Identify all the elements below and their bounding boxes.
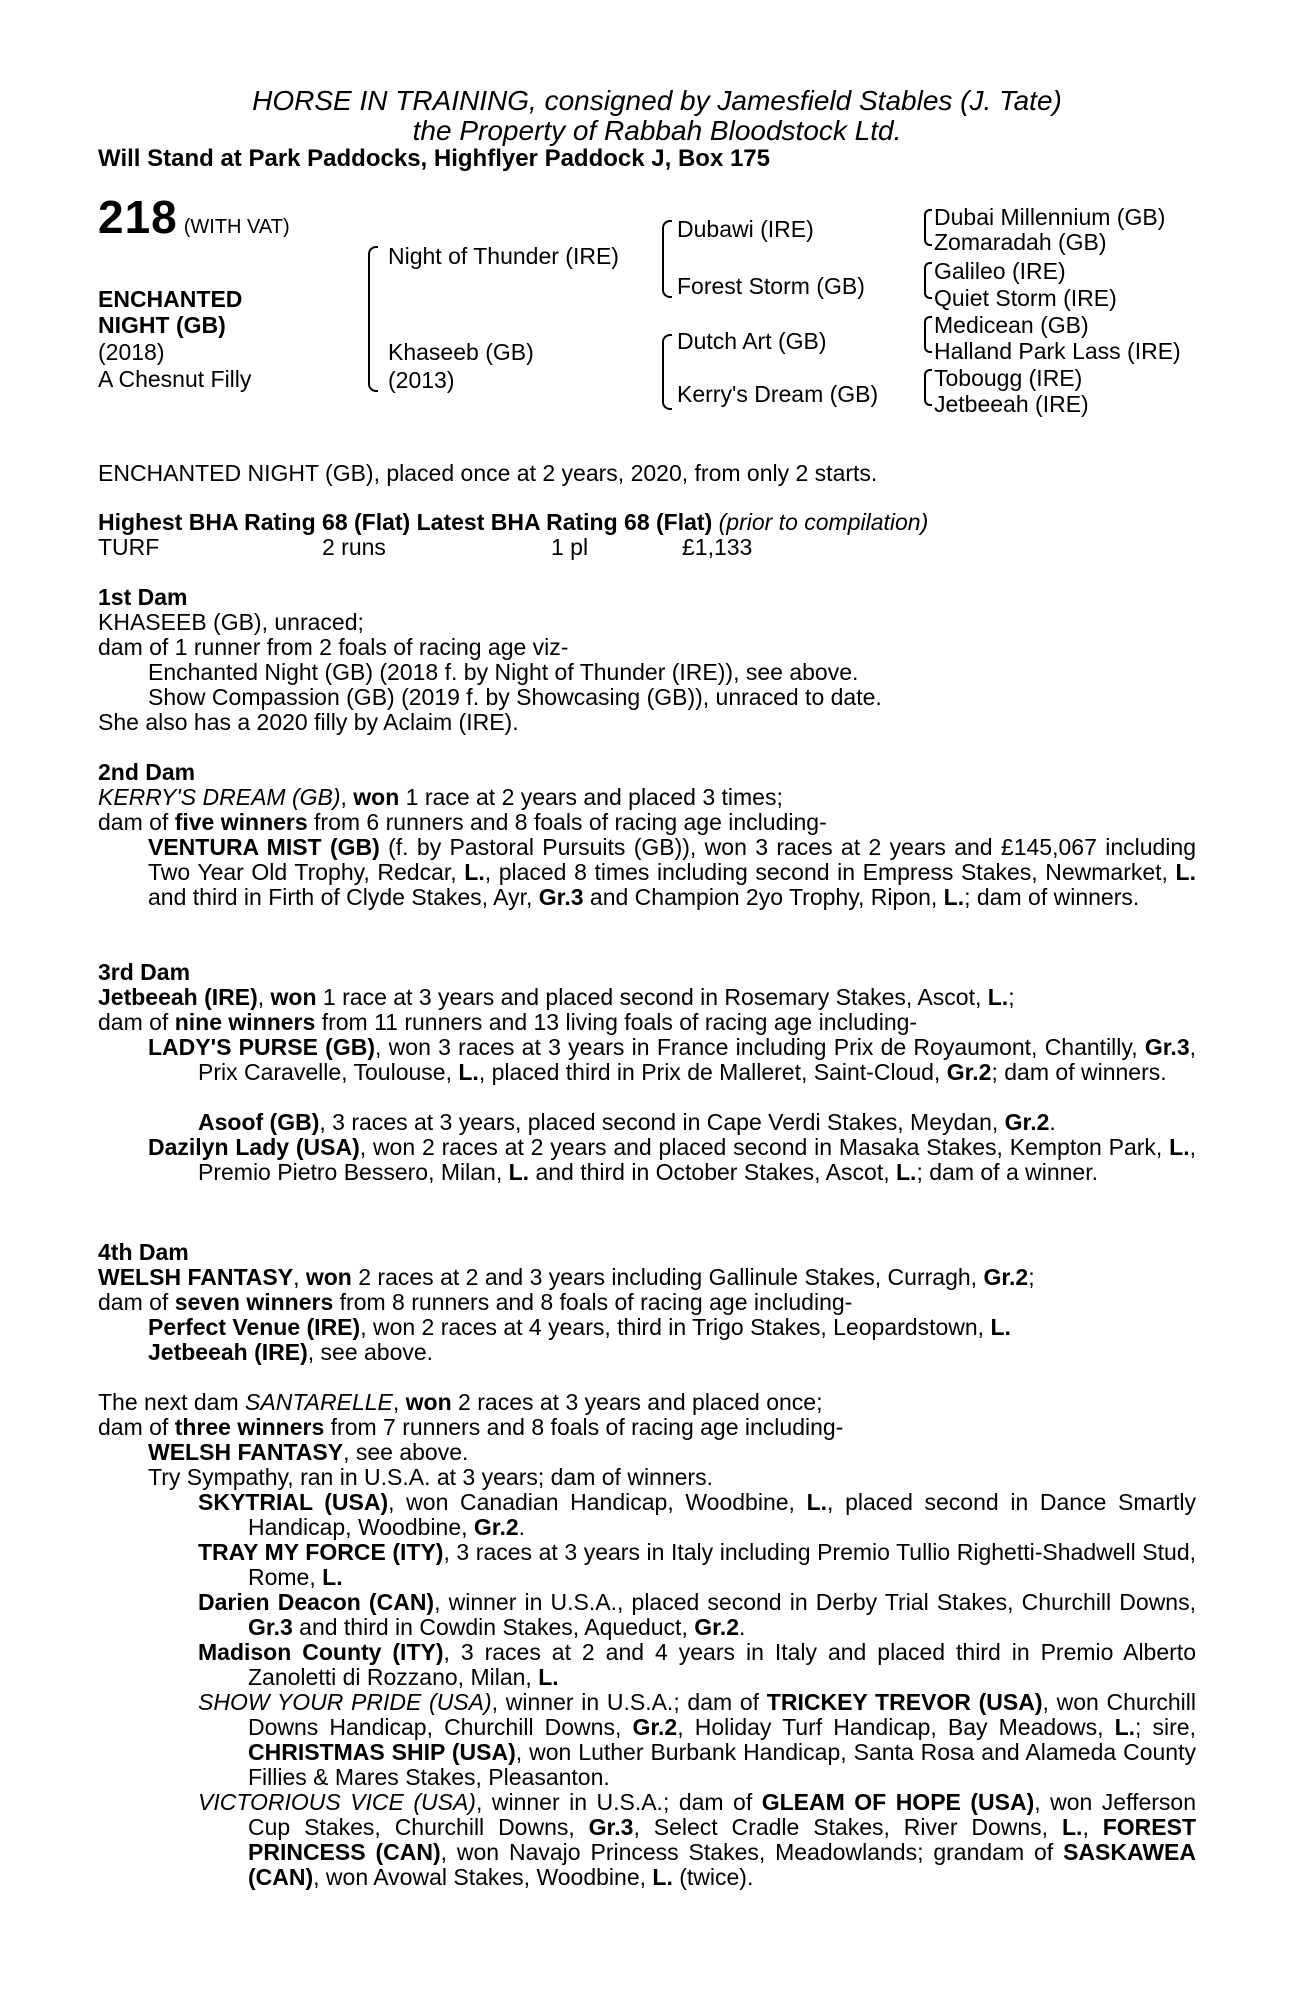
dam-name: WELSH FANTASY	[98, 1264, 294, 1290]
horse-name: GLEAM OF HOPE (USA)	[761, 1789, 1035, 1815]
pedigree-sire: Night of Thunder (IRE)	[388, 243, 619, 269]
text: Gr.3	[1144, 1034, 1190, 1060]
text: , see above.	[343, 1439, 469, 1465]
text: ; dam of a winner.	[916, 1159, 1098, 1185]
text: L.	[1175, 859, 1196, 885]
rating-note: (prior to compilation)	[718, 509, 929, 535]
catalogue-header-line1: HORSE IN TRAINING, consigned by Jamesfield Stables (J. Tate)	[252, 85, 1062, 116]
text: , won 3 races at 3 years in France including Prix de Royaumont, Chantilly,	[375, 1034, 1145, 1060]
horse-name: VICTORIOUS VICE (USA)	[198, 1789, 476, 1815]
pedigree-bracket-ds	[924, 316, 932, 353]
text: L.	[806, 1489, 828, 1515]
text: , placed 8 times including second in Empress Stakes, Newmarket,	[484, 859, 1176, 885]
dam-name: SANTARELLE	[245, 1389, 393, 1415]
text: won	[305, 1264, 352, 1290]
text: , won 2 races at 4 years, third in Trigo Stakes, Leopardstown,	[360, 1314, 991, 1340]
horse-name-line2: NIGHT (GB)	[98, 312, 226, 338]
pedigree-bracket-dd	[924, 369, 932, 406]
horse-name: WELSH FANTASY	[148, 1439, 344, 1465]
horse-name: Jetbeeah (IRE)	[148, 1339, 308, 1365]
second-dam-heading: 2nd Dam	[98, 759, 196, 785]
horse-name: Perfect Venue (IRE)	[148, 1314, 361, 1340]
third-dam-produce	[198, 1110, 1056, 1135]
text: Gr.2	[473, 1514, 519, 1540]
text: L.	[538, 1664, 559, 1690]
text: , won Jefferson Cup Stakes, Churchill Downs,	[248, 1789, 1196, 1840]
horse-name-line1: ENCHANTED	[98, 286, 243, 312]
pedigree-ssd: Zomaradah (GB)	[934, 229, 1107, 255]
text: L.	[1114, 1714, 1136, 1740]
text: and Champion 2yo Trophy, Ripon,	[583, 884, 944, 910]
record-runs: 2 runs	[322, 534, 386, 560]
text: , winner in U.S.A.; dam of	[475, 1789, 762, 1815]
text: Gr.2	[694, 1614, 739, 1640]
pedigree-dds: Tobougg (IRE)	[934, 365, 1083, 391]
text: Gr.2	[1004, 1109, 1050, 1135]
text: , winner in U.S.A., placed second in Derby Trial Stakes, Churchill Downs,	[434, 1589, 1196, 1615]
second-dam-line	[98, 785, 783, 810]
horse-name: SASKAWEA (CAN)	[248, 1839, 1196, 1890]
second-dam-line	[98, 810, 827, 835]
pedigree-bracket-main	[368, 246, 378, 392]
grand-produce	[198, 1790, 1196, 1890]
text: from 11 runners and 13 living foals of racing age including-	[315, 1009, 918, 1035]
horse-name: Darien Deacon (CAN)	[198, 1589, 435, 1615]
text: and third in Cowdin Stakes, Aqueduct,	[292, 1614, 695, 1640]
text: Gr.2	[946, 1059, 992, 1085]
text: L.	[987, 984, 1009, 1010]
pedigree-sss: Dubai Millennium (GB)	[934, 204, 1166, 230]
text: , won Canadian Handicap, Woodbine,	[388, 1489, 807, 1515]
text: 2 races at 3 years and placed once;	[451, 1389, 823, 1415]
stand-location: Will Stand at Park Paddocks, Highflyer Paddock J, Box 175	[98, 145, 770, 172]
text: Gr.3	[588, 1814, 634, 1840]
text: L.	[896, 1159, 917, 1185]
text: and third in Firth of Clyde Stakes, Ayr,	[148, 884, 539, 910]
pedigree-dsd: Halland Park Lass (IRE)	[934, 338, 1181, 364]
text: L.	[458, 1059, 479, 1085]
text: L.	[1061, 1814, 1083, 1840]
vat-note: (WITH VAT)	[183, 216, 290, 238]
text: ;	[1008, 984, 1015, 1010]
text: L.	[652, 1864, 673, 1890]
bha-rating	[98, 510, 928, 535]
grand-produce	[198, 1540, 1196, 1590]
grand-produce	[198, 1690, 1196, 1790]
text: Gr.2	[632, 1714, 678, 1740]
text: L.	[508, 1159, 530, 1185]
fourth-dam-heading: 4th Dam	[98, 1239, 189, 1265]
horse-name: TRAY MY FORCE (ITY)	[198, 1539, 444, 1565]
text: ; sire,	[1135, 1714, 1196, 1740]
next-dam-produce: Try Sympathy, ran in U.S.A. at 3 years; dam of winners.	[148, 1464, 713, 1490]
text: .	[1049, 1109, 1056, 1135]
pedigree-sire-sire: Dubawi (IRE)	[677, 216, 814, 242]
first-dam-produce: Enchanted Night (GB) (2018 f. by Night of Thunder (IRE)), see above.	[148, 659, 859, 685]
fourth-dam-produce	[148, 1315, 1011, 1340]
dam-name: KERRY'S DREAM (GB)	[98, 784, 341, 810]
record-placed: 1 pl	[551, 534, 589, 560]
text: , Select Cradle Stakes, River Downs,	[633, 1814, 1062, 1840]
grand-produce	[198, 1490, 1196, 1540]
text: , won Navajo Princess Stakes, Meadowlands; grandam of	[440, 1839, 1064, 1865]
pedigree-dss: Medicean (GB)	[934, 312, 1089, 338]
first-dam-line: She also has a 2020 filly by Aclaim (IRE).	[98, 709, 519, 735]
next-dam-line	[98, 1415, 843, 1440]
pedigree-sdd: Quiet Storm (IRE)	[934, 285, 1117, 311]
text: 1 race at 3 years and placed second in Rosemary Stakes, Ascot,	[316, 984, 988, 1010]
pedigree-bracket-sd	[924, 262, 932, 299]
horse-name: FOREST PRINCESS (CAN)	[248, 1814, 1197, 1865]
text: L.	[464, 859, 485, 885]
text: from 6 runners and 8 foals of racing age including-	[307, 809, 827, 835]
text: ; dam of winners.	[991, 1059, 1167, 1085]
rating-text: Highest BHA Rating 68 (Flat) Latest BHA Rating 68 (Flat)	[98, 509, 713, 535]
text: won	[405, 1389, 452, 1415]
horse-name: Asoof (GB)	[198, 1109, 320, 1135]
third-dam-produce	[148, 1135, 1196, 1185]
text: L.	[1169, 1134, 1190, 1160]
first-dam-line: dam of 1 runner from 2 foals of racing age viz-	[98, 634, 569, 660]
text: , Premio Pietro Bessero, Milan,	[198, 1134, 1196, 1185]
third-dam-line	[98, 985, 1015, 1010]
text: dam of	[98, 1009, 175, 1035]
text: , 3 races at 3 years, placed second in Cape Verdi Stakes, Meydan,	[319, 1109, 1005, 1135]
text: Gr.3	[248, 1614, 293, 1640]
horse-year: (2018)	[98, 339, 165, 365]
text: 2 races at 2 and 3 years including Gallinule Stakes, Curragh,	[351, 1264, 984, 1290]
pedigree-sds: Galileo (IRE)	[934, 258, 1066, 284]
horse-name: VENTURA MIST (GB)	[148, 834, 380, 860]
text: from 8 runners and 8 foals of racing age including-	[333, 1289, 853, 1315]
text: ,	[1082, 1814, 1103, 1840]
fourth-dam-produce	[148, 1340, 433, 1365]
text: ,	[392, 1389, 406, 1415]
text: L.	[322, 1564, 343, 1590]
text: , winner in U.S.A.; dam of	[491, 1689, 767, 1715]
text: , placed third in Prix de Malleret, Saint-Cloud,	[478, 1059, 947, 1085]
text: .	[518, 1514, 526, 1540]
catalogue-header-line2: the Property of Rabbah Bloodstock Ltd.	[412, 115, 902, 146]
pedigree-sire-dam: Forest Storm (GB)	[677, 273, 865, 299]
dam-name: Jetbeeah (IRE)	[98, 984, 258, 1010]
horse-name: SHOW YOUR PRIDE (USA)	[198, 1689, 492, 1715]
text: ; dam of winners.	[964, 884, 1140, 910]
text: (f. by Pastoral Pursuits (GB)), won 3 races at 2 years and £145,067 including Two Year Old Trophy, Redcar,	[148, 834, 1196, 885]
text: won	[353, 784, 400, 810]
text: L.	[943, 884, 965, 910]
text: 1 race at 2 years and placed 3 times;	[399, 784, 783, 810]
text: five winners	[174, 809, 308, 835]
fourth-dam-line	[98, 1265, 1035, 1290]
lot-number: 218	[98, 191, 178, 243]
text: and third in October Stakes, Ascot,	[529, 1159, 896, 1185]
text: dam of	[98, 1414, 175, 1440]
text: (twice).	[672, 1864, 754, 1890]
text: ;	[1028, 1264, 1035, 1290]
horse-name: TRICKEY TREVOR (USA)	[766, 1689, 1043, 1715]
text: , won Luther Burbank Handicap, Santa Rosa and Alameda County Fillies & Mares Stakes, Pleasanton.	[248, 1739, 1196, 1790]
text: , Holiday Turf Handicap, Bay Meadows,	[677, 1714, 1115, 1740]
horse-name: CHRISTMAS SHIP (USA)	[248, 1739, 516, 1765]
text: , Prix Caravelle, Toulouse,	[198, 1034, 1197, 1085]
third-dam-heading: 3rd Dam	[98, 959, 191, 985]
record-surface: TURF	[98, 534, 160, 560]
text: , won Avowal Stakes, Woodbine,	[313, 1864, 653, 1890]
next-dam-line	[98, 1390, 822, 1415]
text: nine winners	[174, 1009, 316, 1035]
first-dam-heading: 1st Dam	[98, 584, 188, 610]
second-dam-produce	[98, 835, 1196, 910]
text: , won Churchill Downs Handicap, Churchill Downs,	[248, 1689, 1196, 1740]
horse-name: LADY'S PURSE (GB)	[148, 1034, 376, 1060]
pedigree-bracket-sire	[662, 220, 672, 298]
text: , won 2 races at 2 years and placed second in Masaka Stakes, Kempton Park,	[359, 1134, 1170, 1160]
fourth-dam-line	[98, 1290, 852, 1315]
text: won	[270, 984, 317, 1010]
pedigree-bracket-dam	[662, 334, 672, 410]
text: L.	[990, 1314, 1011, 1340]
text: ,	[257, 984, 271, 1010]
pedigree-dam-year: (2013)	[388, 367, 455, 393]
lot-number-row	[98, 191, 290, 243]
text: , 3 races at 2 and 4 years in Italy and placed third in Premio Alberto Zanoletti di Rozzano, Milan,	[248, 1639, 1196, 1690]
text: three winners	[174, 1414, 325, 1440]
grand-produce	[198, 1640, 1196, 1690]
pedigree-dam-dam: Kerry's Dream (GB)	[677, 381, 879, 407]
text: .	[739, 1614, 746, 1640]
text: ,	[340, 784, 354, 810]
pedigree-ddd: Jetbeeah (IRE)	[934, 391, 1089, 417]
text: seven winners	[174, 1289, 334, 1315]
first-dam-produce: Show Compassion (GB) (2019 f. by Showcasing (GB)), unraced to date.	[148, 684, 882, 710]
pedigree-dam-sire: Dutch Art (GB)	[677, 328, 827, 354]
grand-produce	[198, 1590, 1196, 1640]
third-dam-line	[98, 1010, 917, 1035]
horse-name: Dazilyn Lady (USA)	[148, 1134, 360, 1160]
text: Gr.3	[538, 884, 584, 910]
text: Gr.2	[983, 1264, 1029, 1290]
horse-name: SKYTRIAL (USA)	[198, 1489, 389, 1515]
record-earnings: £1,133	[682, 534, 753, 560]
text: dam of	[98, 809, 175, 835]
horse-description: A Chesnut Filly	[98, 366, 252, 392]
text: dam of	[98, 1289, 175, 1315]
text: ,	[293, 1264, 306, 1290]
text: The next dam	[98, 1389, 246, 1415]
race-summary: ENCHANTED NIGHT (GB), placed once at 2 years, 2020, from only 2 starts.	[98, 460, 878, 486]
text: from 7 runners and 8 foals of racing age including-	[324, 1414, 844, 1440]
text: , see above.	[307, 1339, 434, 1365]
first-dam-line: KHASEEB (GB), unraced;	[98, 609, 364, 635]
pedigree-dam: Khaseeb (GB)	[388, 339, 534, 365]
text: , placed second in Dance Smartly Handicap, Woodbine,	[248, 1489, 1196, 1540]
text: , 3 races at 3 years in Italy including Premio Tullio Righetti-Shadwell Stud, Rome,	[248, 1539, 1197, 1590]
pedigree-bracket-ss	[924, 209, 932, 246]
horse-name: Madison County (ITY)	[198, 1639, 444, 1665]
next-dam-produce	[148, 1440, 468, 1465]
third-dam-produce	[148, 1035, 1196, 1085]
